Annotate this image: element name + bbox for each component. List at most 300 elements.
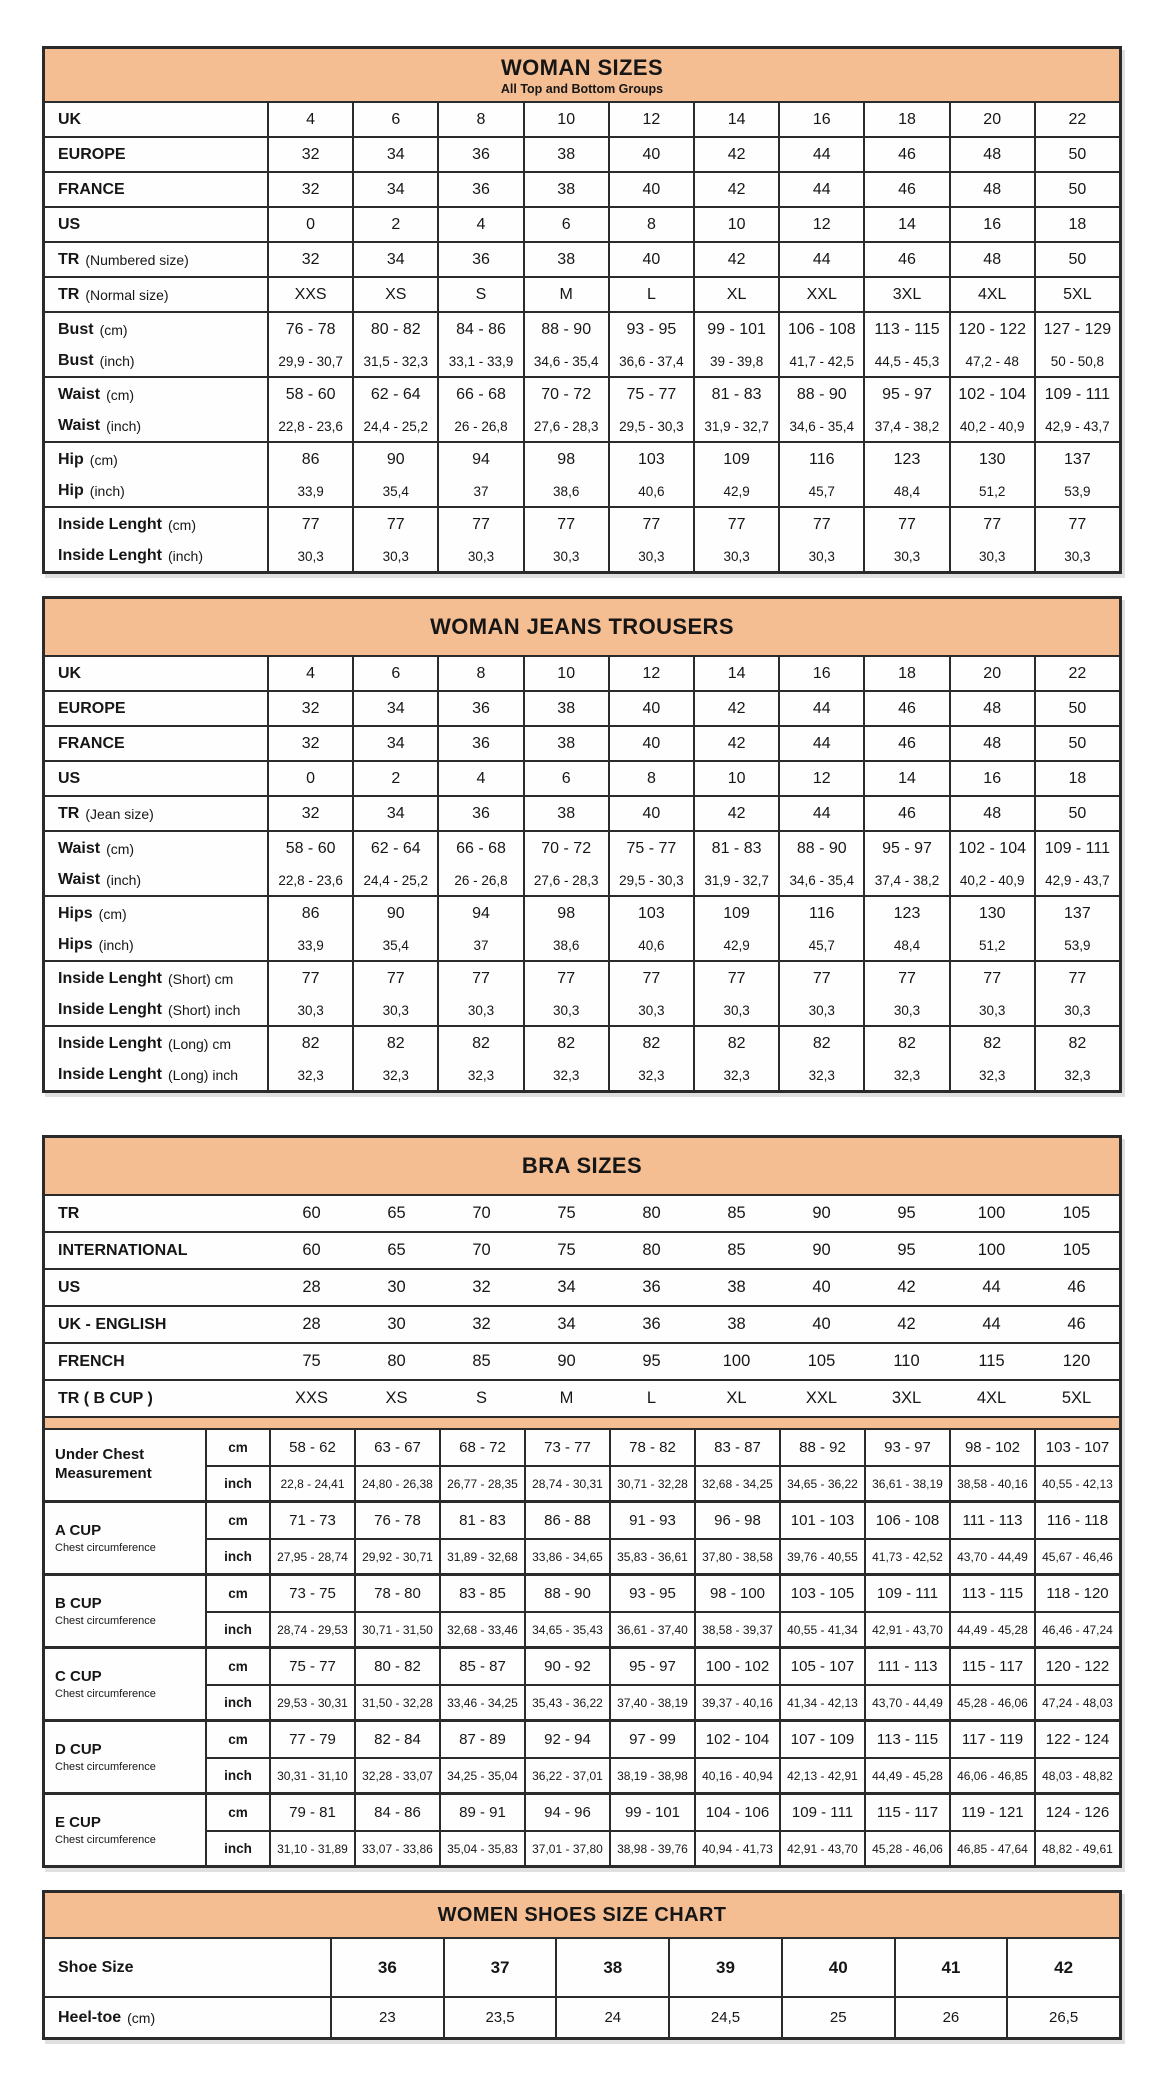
size-value: 50 [1034,692,1119,725]
size-value: 6 [523,762,608,795]
cup-subtitle: Chest circumference [55,1834,156,1847]
size-value: 113 - 115 [863,313,948,346]
row-label [45,138,267,171]
row-label [45,1233,269,1268]
size-value: 10 [693,208,778,241]
row-label-text: EUROPE [58,699,126,717]
size-value: 38 [727,1278,746,1296]
row-label [45,313,267,346]
size-value: 34 [352,797,437,830]
size-value: 30,3 [437,541,522,571]
measurement-value: 38,19 - 38,98 [609,1757,694,1792]
row-label-note: (inch) [106,872,142,888]
size-value: 27,6 - 28,3 [523,411,608,441]
row-label-text: UK - ENGLISH [58,1315,167,1333]
size-value: 98 [523,897,608,930]
row-label-text: US [58,215,81,233]
size-value: 80 [387,1352,406,1370]
size-value: 46 [863,727,948,760]
row-label-note: (Numbered size) [85,251,189,268]
measurement-value: 28,74 - 30,31 [524,1465,609,1500]
size-value: 99 - 101 [693,313,778,346]
table-row [45,138,1119,171]
measurement-value: 45,28 - 46,06 [864,1830,949,1865]
row-label-text: Bust [58,352,94,369]
row-label [45,1196,269,1231]
cup-size-group [45,1792,1119,1865]
measurement-value: 42,91 - 43,70 [779,1830,864,1865]
row-label-text: Hips [58,936,93,953]
row-group [45,1939,1119,1996]
unit-cell: cm [205,1649,269,1684]
table-row [45,995,1119,1025]
size-value: 77 [608,962,693,995]
size-value: XXL [805,1389,838,1407]
woman-sizes-rows [45,103,1119,571]
size-value: 90 [812,1241,831,1259]
measurement-value: 100 - 102 [694,1649,779,1684]
size-value: 36 [437,692,522,725]
size-value: 48 [949,173,1034,206]
size-value: 34,6 - 35,4 [523,346,608,376]
size-value: 12 [778,762,863,795]
table-row [45,692,1119,725]
row-group [45,171,1119,206]
row-label [45,508,267,541]
table-row [45,243,1119,276]
table-row [45,313,1119,346]
measurement-value: 84 - 86 [354,1795,439,1830]
row-label [45,762,267,795]
size-value: 40 [812,1315,831,1333]
measurement-value: 96 - 98 [694,1503,779,1538]
measurement-value: 43,70 - 44,49 [949,1538,1034,1573]
size-value: 66 - 68 [437,832,522,865]
size-value: M [559,1389,574,1407]
measurement-value: 83 - 85 [439,1576,524,1611]
size-value: 75 [557,1204,576,1222]
size-value: 33,9 [267,930,352,960]
women-shoes-title: WOMEN SHOES SIZE CHART [437,1904,727,1926]
measurement-value: 36,61 - 37,40 [609,1611,694,1646]
size-value: 16 [778,657,863,690]
size-value: 26,5 [1006,1998,1119,2037]
measurement-value: 34,65 - 35,43 [524,1611,609,1646]
size-value: XS [352,278,437,311]
measurement-value: 48,03 - 48,82 [1034,1757,1119,1792]
row-group [45,506,1119,571]
row-label-text: Waist [58,839,101,857]
size-value: 44 [778,173,863,206]
size-value: 88 - 90 [523,313,608,346]
row-label-text: TR [58,250,80,268]
row-label [45,1998,330,2037]
size-value: 6 [352,657,437,690]
size-value: 82 [863,1027,948,1060]
size-value: 40 [608,173,693,206]
size-value: 8 [608,762,693,795]
size-value: 45,7 [778,930,863,960]
size-value: 65 [387,1241,406,1259]
size-value: 38 [523,692,608,725]
measurement-value: 124 - 126 [1034,1795,1119,1830]
measurement-value: 83 - 87 [694,1430,779,1465]
size-value: 29,5 - 30,3 [608,865,693,895]
size-value: 38 [727,1315,746,1333]
measurement-value: 48,82 - 49,61 [1034,1830,1119,1865]
measurement-value: 93 - 95 [609,1576,694,1611]
size-value: 30,3 [693,541,778,571]
row-label-note: (cm) [106,386,135,403]
cup-name: A CUP [55,1521,102,1539]
size-value: 37 [437,476,522,506]
size-value: 30,3 [1034,541,1119,571]
table-row [45,1939,1119,1996]
size-value: 90 [352,443,437,476]
size-value: 38 [523,138,608,171]
size-value: 42 [693,243,778,276]
cup-subtitle: Chest circumference [55,1615,156,1628]
size-value: 100 [977,1204,1006,1222]
size-value: 77 [693,962,778,995]
row-group [45,311,1119,376]
measurement-value: 35,43 - 36,22 [524,1684,609,1719]
size-value: 31,9 - 32,7 [693,411,778,441]
measurement-value: 37,80 - 38,58 [694,1538,779,1573]
size-value: 86 [267,443,352,476]
size-value: 86 [267,897,352,930]
size-value: 42 [693,797,778,830]
size-value: 130 [949,897,1034,930]
size-value: 100 [977,1241,1006,1259]
measurement-value: 95 - 97 [609,1649,694,1684]
size-value: 36 [437,797,522,830]
size-value: 30,3 [267,995,352,1025]
size-value: 14 [693,103,778,136]
size-value: 34 [352,727,437,760]
size-value: XS [385,1389,408,1407]
size-value: 90 [557,1352,576,1370]
measurement-value: 88 - 90 [524,1576,609,1611]
size-value: 50 [1034,727,1119,760]
measurement-value: 77 - 79 [269,1722,354,1757]
measurement-value: 92 - 94 [524,1722,609,1757]
size-value: 82 [778,1027,863,1060]
measurement-value: 111 - 113 [864,1649,949,1684]
measurement-value: 115 - 117 [949,1649,1034,1684]
size-value: 16 [949,208,1034,241]
table-row [45,832,1119,865]
measurement-value: 40,94 - 41,73 [694,1830,779,1865]
row-label [45,1027,267,1060]
row-label-note: (Jean size) [85,805,154,822]
size-value: 8 [608,208,693,241]
measurement-value: 99 - 101 [609,1795,694,1830]
size-value: 77 [863,962,948,995]
size-value: 30,3 [778,541,863,571]
size-value: 30,3 [523,995,608,1025]
row-label-text: FRENCH [58,1352,125,1370]
size-value: 116 [778,443,863,476]
size-value: 76 - 78 [267,313,352,346]
cup-label [45,1649,205,1719]
measurement-value: 45,28 - 46,06 [949,1684,1034,1719]
size-value: 53,9 [1034,930,1119,960]
row-label-text: FRANCE [58,180,125,198]
unit-cell: cm [205,1795,269,1830]
size-value: 42 [1006,1939,1119,1996]
size-value: 116 [778,897,863,930]
woman-sizes-header [45,49,1119,103]
table-row [45,962,1119,995]
size-value: 106 - 108 [778,313,863,346]
size-value: 26 - 26,8 [437,411,522,441]
size-value: 33,9 [267,476,352,506]
measurement-value: 31,89 - 32,68 [439,1538,524,1573]
measurement-value: 46,85 - 47,64 [949,1830,1034,1865]
size-value: 32,3 [693,1060,778,1090]
row-group [45,1231,1119,1268]
row-group [45,276,1119,311]
size-value: 10 [523,103,608,136]
row-label-text: US [58,1278,81,1296]
row-group [45,830,1119,895]
measurement-value: 106 - 108 [864,1503,949,1538]
measurement-value: 109 - 111 [864,1576,949,1611]
size-value: 24 [555,1998,668,2037]
size-value: 10 [693,762,778,795]
measurement-value: 98 - 100 [694,1576,779,1611]
size-value: 30,3 [352,995,437,1025]
size-value: 81 - 83 [693,378,778,411]
measurement-value: 116 - 118 [1034,1503,1119,1538]
size-value: 16 [949,762,1034,795]
table-row [45,173,1119,206]
table-row [45,1196,1119,1231]
size-value: 30,3 [949,541,1034,571]
measurement-value: 82 - 84 [354,1722,439,1757]
size-value: 45,7 [778,476,863,506]
measurement-value: 88 - 92 [779,1430,864,1465]
size-value: 18 [1034,762,1119,795]
measurement-value: 63 - 67 [354,1430,439,1465]
measurement-value: 33,46 - 34,25 [439,1684,524,1719]
table-row [45,378,1119,411]
measurement-value: 120 - 122 [1034,1649,1119,1684]
measurement-value: 27,95 - 28,74 [269,1538,354,1573]
unit-cell: cm [205,1722,269,1757]
size-value: 32,3 [267,1060,352,1090]
size-value: 48 [949,727,1034,760]
size-value: 31,9 - 32,7 [693,865,778,895]
size-value: 48 [949,138,1034,171]
size-value: 42,9 - 43,7 [1034,411,1119,441]
row-group [45,690,1119,725]
size-value: 2 [352,762,437,795]
size-value: 46 [1067,1278,1086,1296]
size-value: 58 - 60 [267,378,352,411]
size-value: XL [726,1389,747,1407]
measurement-value: 115 - 117 [864,1795,949,1830]
size-value: 5XL [1034,278,1119,311]
size-value: 48 [949,797,1034,830]
size-value: 77 [778,962,863,995]
row-group [45,1268,1119,1305]
size-value: 38,6 [523,930,608,960]
measurement-value: 38,58 - 39,37 [694,1611,779,1646]
row-label [45,103,267,136]
measurement-value: 87 - 89 [439,1722,524,1757]
row-group [45,1379,1119,1416]
size-value: S [437,278,522,311]
size-value: 39 [668,1939,781,1996]
size-value: 28 [302,1278,321,1296]
size-value: 34,6 - 35,4 [778,411,863,441]
size-value: 50 [1034,797,1119,830]
measurement-value: 26,77 - 28,35 [439,1465,524,1500]
row-label-note: (cm) [168,516,196,533]
table-row [45,476,1119,506]
size-value: 32,3 [778,1060,863,1090]
size-value: 28 [302,1315,321,1333]
row-label [45,208,267,241]
size-value: 18 [1034,208,1119,241]
size-value: 24,4 - 25,2 [352,411,437,441]
row-label [45,243,267,276]
size-value: 60 [302,1204,321,1222]
size-value: 40 [781,1939,894,1996]
table-row [45,1381,1119,1416]
measurement-value: 81 - 83 [439,1503,524,1538]
size-value: 25 [781,1998,894,2037]
row-label [45,443,267,476]
measurement-value: 104 - 106 [694,1795,779,1830]
table-row [45,346,1119,376]
size-value: 77 [523,508,608,541]
size-value: 41,7 - 42,5 [778,346,863,376]
measurement-value: 34,25 - 35,04 [439,1757,524,1792]
size-value: 82 [437,1027,522,1060]
size-value: XXS [294,1389,329,1407]
size-value: 37 [443,1939,556,1996]
measurement-value: 93 - 97 [864,1430,949,1465]
measurement-value: 46,06 - 46,85 [949,1757,1034,1792]
size-value: 30,3 [778,995,863,1025]
size-value: 36 [642,1278,661,1296]
row-label-text: Waist [58,871,101,888]
row-label-text: Inside Lenght [58,1001,162,1018]
measurement-value: 24,80 - 26,38 [354,1465,439,1500]
size-value: 88 - 90 [778,378,863,411]
bra-sizes-header [45,1138,1119,1196]
size-value: XXS [267,278,352,311]
size-value: 51,2 [949,930,1034,960]
measurement-value: 29,92 - 30,71 [354,1538,439,1573]
row-group [45,895,1119,960]
row-label-note: (inch) [98,937,134,953]
row-label-text: FRANCE [58,734,125,752]
row-label [45,1060,267,1090]
size-value: 30,3 [608,995,693,1025]
size-value: 102 - 104 [949,378,1034,411]
measurement-value: 78 - 82 [609,1430,694,1465]
size-value: 77 [1034,508,1119,541]
row-group [45,1996,1119,2037]
size-value: 42 [693,692,778,725]
size-value: 53,9 [1034,476,1119,506]
size-value: 82 [608,1027,693,1060]
size-value: 46 [863,173,948,206]
size-value: 4XL [949,278,1034,311]
row-group [45,1342,1119,1379]
size-value: 77 [608,508,693,541]
size-value: 77 [267,508,352,541]
size-value: 27,6 - 28,3 [523,865,608,895]
row-group [45,1196,1119,1231]
size-value: 77 [778,508,863,541]
size-value: 16 [778,103,863,136]
size-value: 84 - 86 [437,313,522,346]
size-value: 34,6 - 35,4 [778,865,863,895]
table-row [45,1344,1119,1379]
size-value: 44 [778,243,863,276]
measurement-value: 41,34 - 42,13 [779,1684,864,1719]
size-value: 44 [778,138,863,171]
measurement-value: 30,71 - 32,28 [609,1465,694,1500]
size-value: 40 [608,243,693,276]
size-value: 48,4 [863,476,948,506]
row-group [45,376,1119,441]
measurement-value: 71 - 73 [269,1503,354,1538]
size-value: 98 [523,443,608,476]
size-value: 22,8 - 23,6 [267,865,352,895]
measurement-value: 29,53 - 30,31 [269,1684,354,1719]
size-value: 82 [1034,1027,1119,1060]
women-shoes-table [42,1890,1122,2040]
size-value: 80 - 82 [352,313,437,346]
cup-label [45,1722,205,1792]
size-value: 85 [727,1204,746,1222]
size-value: 32 [472,1315,491,1333]
cup-subtitle: Chest circumference [55,1761,156,1774]
size-value: 8 [437,657,522,690]
measurement-value: 33,86 - 34,65 [524,1538,609,1573]
row-label-text: EUROPE [58,145,126,163]
size-value: 14 [863,208,948,241]
size-value: 14 [863,762,948,795]
size-value: 32 [267,138,352,171]
measurement-value: 109 - 111 [779,1795,864,1830]
row-label-text: UK [58,110,82,128]
cup-label [45,1795,205,1865]
size-value: 82 [949,1027,1034,1060]
measurement-value: 40,55 - 42,13 [1034,1465,1119,1500]
row-label-note: (inch) [89,483,125,499]
measurement-value: 119 - 121 [949,1795,1034,1830]
table-row [45,208,1119,241]
size-value: 26 [894,1998,1007,2037]
table-row [45,1233,1119,1268]
size-value: 70 [472,1204,491,1222]
measurement-value: 86 - 88 [524,1503,609,1538]
size-value: 30,3 [949,995,1034,1025]
measurement-value: 32,68 - 33,46 [439,1611,524,1646]
measurement-value: 36,22 - 37,01 [524,1757,609,1792]
size-value: 40 [608,727,693,760]
measurement-value: 91 - 93 [609,1503,694,1538]
size-value: 90 [812,1204,831,1222]
row-label-text: Heel-toe [58,2008,122,2026]
